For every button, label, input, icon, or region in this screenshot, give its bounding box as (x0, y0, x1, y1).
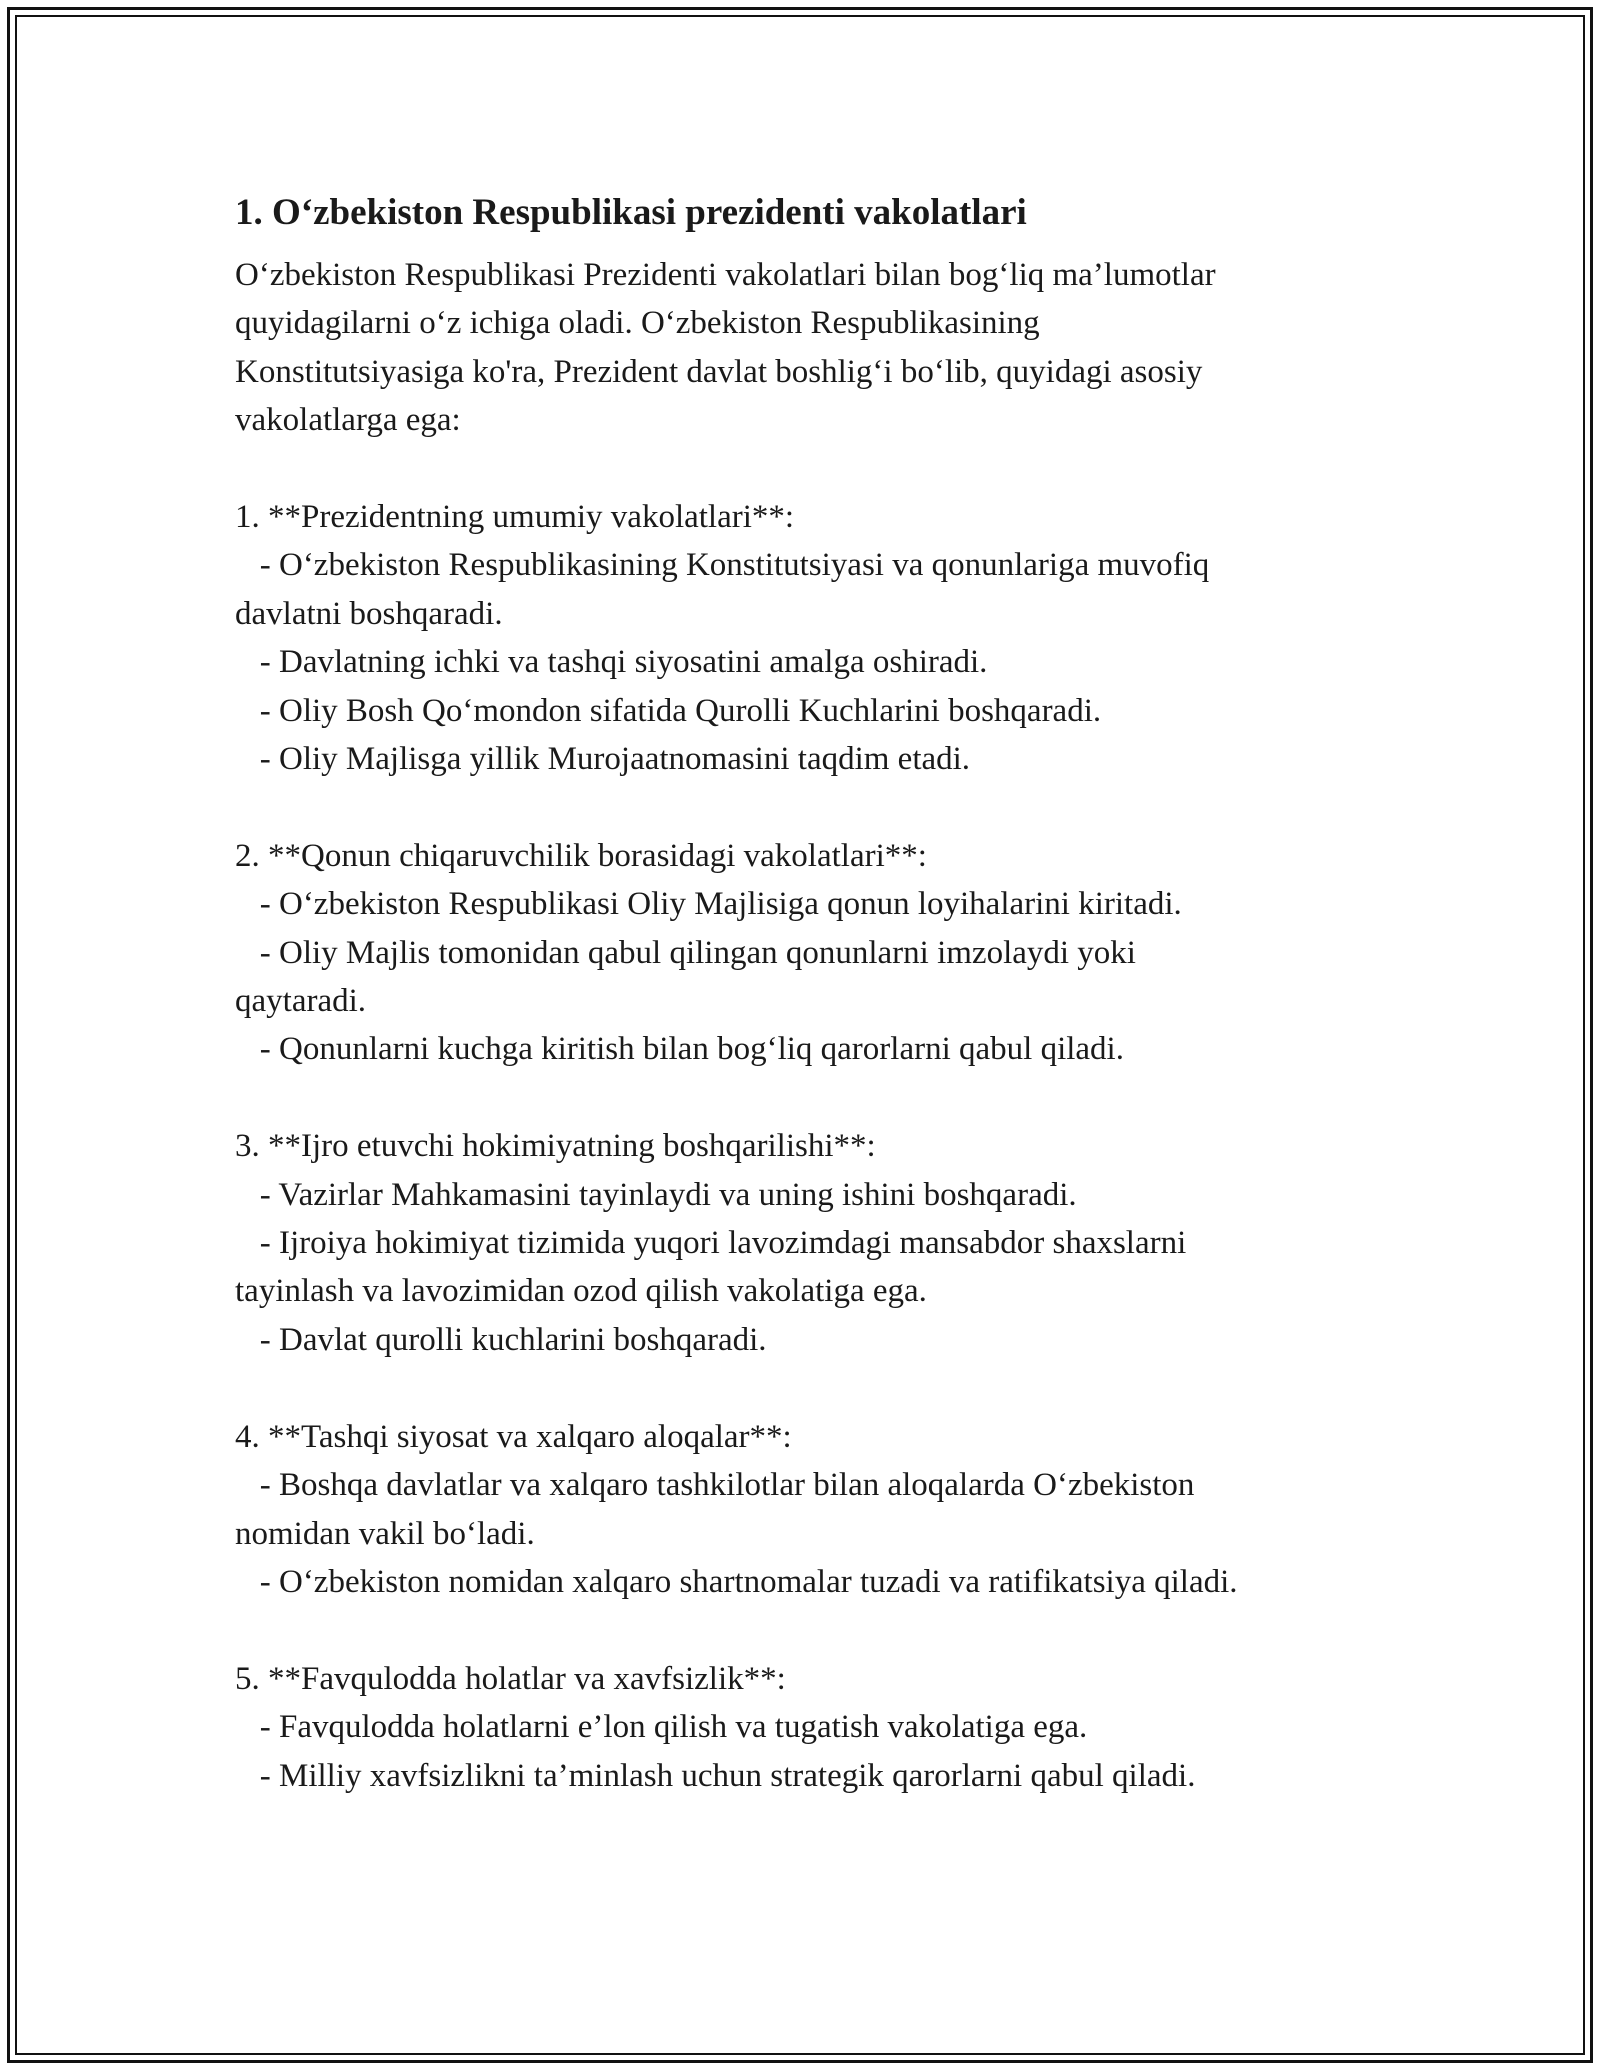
text-line: vakolatlarga ega: (235, 402, 461, 439)
text-line (235, 783, 1375, 831)
text-line: Konstitutsiyasiga ko'ra, Prezident davlat boshlig‘i bo‘lib, quyidagi asosiy (235, 353, 1203, 390)
text-line: - Qonunlarni kuchga kiritish bilan bog‘liq qarorlarni qabul qiladi. (235, 1031, 1124, 1068)
text-line: - Oliy Bosh Qo‘mondon sifatida Qurolli Kuchlarini boshqaradi. (235, 692, 1102, 729)
text-line: - O‘zbekiston nomidan xalqaro shartnomalar tuzadi va ratifikatsiya qiladi. (235, 1563, 1238, 1600)
text-line: davlatni boshqaradi. (235, 595, 503, 632)
text-line: - O‘zbekiston Respublikasining Konstitutsiyasi va qonunlariga muvofiq (235, 547, 1210, 584)
text-line: - Boshqa davlatlar va xalqaro tashkilotlar bilan aloqalarda O‘zbekiston (235, 1467, 1195, 1504)
text-line: - Oliy Majlisga yillik Murojaatnomasini taqdim etadi. (235, 741, 971, 778)
text-line: - O‘zbekiston Respublikasi Oliy Majlisiga qonun loyihalarini kiritadi. (235, 886, 1182, 923)
text-line: - Davlatning ichki va tashqi siyosatini amalga oshiradi. (235, 644, 988, 681)
text-line: 1. **Prezidentning umumiy vakolatlari**: (235, 499, 795, 536)
document-text (235, 251, 1375, 1800)
text-line (235, 1606, 1375, 1654)
text-line: - Vazirlar Mahkamasini tayinlaydi va uning ishini boshqaradi. (235, 1176, 1077, 1213)
text-line: O‘zbekiston Respublikasi Prezidenti vakolatlari bilan bog‘liq ma’lumotlar (235, 257, 1216, 293)
text-line: - Oliy Majlis tomonidan qabul qilingan qonunlarni imzolaydi yoki (235, 934, 1136, 971)
text-line: nomidan vakil bo‘ladi. (235, 1515, 535, 1552)
text-line (235, 445, 1375, 493)
text-line: qaytaradi. (235, 983, 367, 1020)
text-line: - Ijroiya hokimiyat tizimida yuqori lavozimdagi mansabdor shaxslarni (235, 1225, 1187, 1262)
text-line: 4. **Tashqi siyosat va xalqaro aloqalar**: (235, 1418, 792, 1455)
document-body (235, 185, 1375, 1800)
text-line: 2. **Qonun chiqaruvchilik borasidagi vakolatlari**: (235, 837, 927, 874)
document-title: 1. O‘zbekiston Respublikasi prezidenti vakolatlari (235, 192, 1027, 233)
text-line: 5. **Favqulodda holatlar va xavfsizlik**: (235, 1660, 786, 1697)
text-line: 3. **Ijro etuvchi hokimiyatning boshqarilishi**: (235, 1128, 876, 1165)
text-line: - Milliy xavfsizlikni ta’minlash uchun strategik qarorlarni qabul qiladi. (235, 1757, 1196, 1794)
text-line: tayinlash va lavozimidan ozod qilish vakolatiga ega. (235, 1273, 927, 1310)
text-line: - Favqulodda holatlarni e’lon qilish va tugatish vakolatiga ega. (235, 1709, 1088, 1746)
text-line (235, 1074, 1375, 1122)
text-line: quyidagilarni o‘z ichiga oladi. O‘zbekiston Respublikasining (235, 305, 1040, 342)
text-line (235, 1364, 1375, 1412)
text-line: - Davlat qurolli kuchlarini boshqaradi. (235, 1321, 767, 1358)
